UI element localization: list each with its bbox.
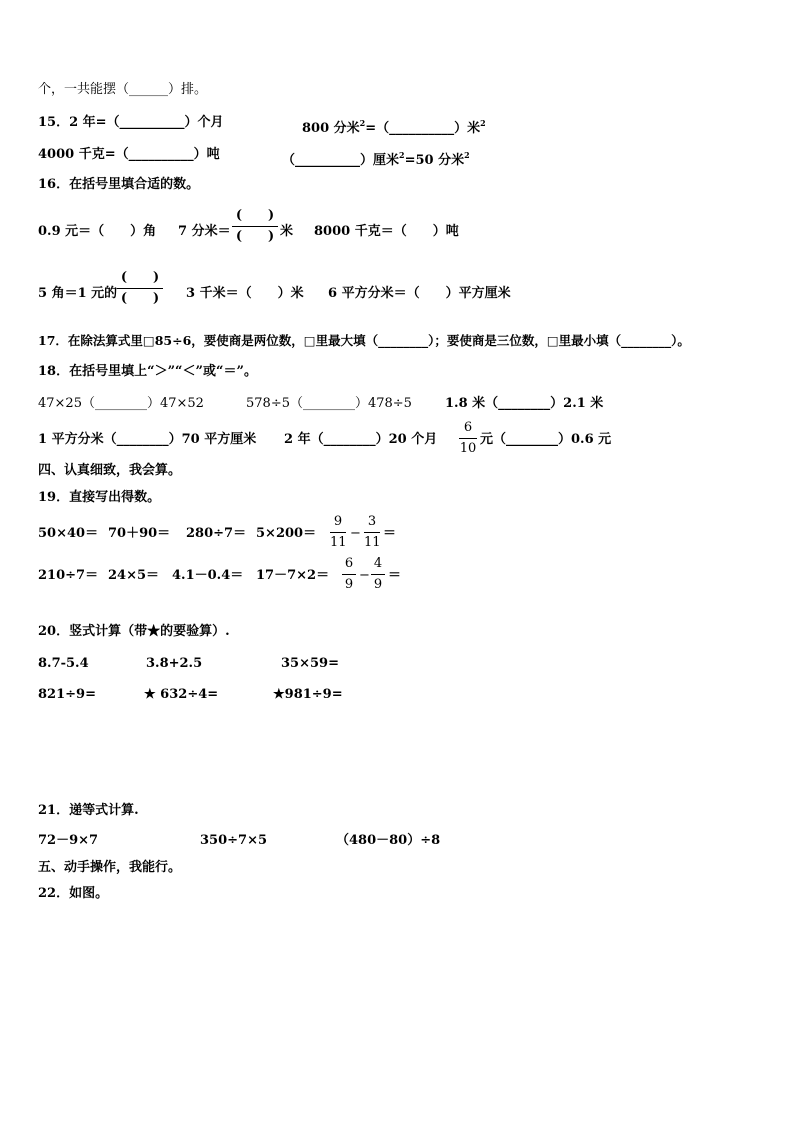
- q16-b-numerator: ( ): [235, 208, 275, 223]
- q15-sup-4: 2: [464, 150, 470, 160]
- q15-row1-right-b: =（__________）米: [365, 121, 481, 136]
- q15-sup-1: 2: [359, 118, 366, 128]
- q16-b-fraction: [232, 208, 278, 245]
- q15-row2-right-a: （__________）厘米: [282, 153, 400, 168]
- q19-r2-frac-b: [371, 556, 385, 593]
- q19-r2-frac-b-den: 9: [373, 577, 383, 592]
- q19-r1-frac-b: [364, 514, 380, 551]
- q15-row2-left: 4000 千克=（__________）吨: [38, 147, 220, 162]
- q19-r2-3: 4.1－0.4＝: [172, 568, 244, 583]
- q19-title: 19．直接写出得数。: [38, 490, 161, 505]
- q18-r2c-numerator: 6: [463, 420, 473, 435]
- fraction-bar: [342, 574, 356, 575]
- q16-b-denominator: ( ): [235, 229, 275, 244]
- q19-r1-frac-a: [330, 514, 346, 551]
- fraction-bar: [459, 438, 477, 439]
- q20-r1-1: 8.7-5.4: [38, 656, 89, 671]
- q19-r2-minus: −: [359, 568, 370, 583]
- q20-r1-2: 3.8+2.5: [146, 656, 203, 671]
- q19-r2-frac-b-num: 4: [373, 556, 383, 571]
- q19-r2-2: 24×5＝: [108, 568, 160, 583]
- q18-r1a: 47×25（________）47×52: [38, 396, 204, 411]
- q19-r1-3: 280÷7＝: [186, 526, 247, 541]
- section-4-heading: 四、认真细致，我会算。: [38, 463, 182, 478]
- q19-r2-frac-a-den: 9: [344, 577, 354, 592]
- q15-row2-right-b: =50 分米: [404, 153, 465, 168]
- q16-e: 3 千米＝（ ）米: [186, 286, 304, 301]
- q19-r1-1: 50×40＝: [38, 526, 99, 541]
- q21-title: 21．递等式计算.: [38, 803, 139, 818]
- q16-d: 5 角＝1 元的: [38, 286, 118, 301]
- q18-r2c-fraction: [459, 420, 477, 457]
- q19-r1-frac-b-num: 3: [367, 514, 377, 529]
- q18-r1b: 578÷5（________）478÷5: [246, 396, 412, 411]
- q18-r2b: 2 年（________）20 个月: [284, 432, 438, 447]
- q16-d-denominator: ( ): [120, 291, 160, 306]
- q15-row2-right: [282, 147, 470, 169]
- q19-r1-minus: −: [350, 526, 361, 541]
- fraction-bar: [371, 574, 385, 575]
- q15-sup-3: 2: [399, 150, 405, 160]
- text-line-continuation: 个，一共能摆（______）排。: [38, 82, 208, 97]
- q21-item-3: （480－80）÷8: [336, 833, 441, 848]
- fraction-bar: [364, 532, 380, 533]
- q19-r1-frac-a-num: 9: [333, 514, 343, 529]
- fraction-bar: [232, 226, 278, 227]
- q19-r1-4: 5×200＝: [256, 526, 317, 541]
- q19-r2-4: 17－7×2＝: [256, 568, 330, 583]
- fraction-bar: [330, 532, 346, 533]
- q20-r2-3: ★981÷9=: [273, 687, 343, 702]
- q16-d-fraction: [117, 270, 163, 307]
- q16-a: 0.9 元＝（ ）角: [38, 224, 157, 239]
- fraction-bar: [117, 288, 163, 289]
- q20-r2-1: 821÷9=: [38, 687, 96, 702]
- q16-title: 16．在括号里填合适的数。: [38, 177, 200, 192]
- q15-sup-2: 2: [480, 118, 486, 128]
- q21-item-1: 72－9×7: [38, 833, 99, 848]
- q16-b-unit: 米: [280, 224, 294, 239]
- q19-r1-frac-b-den: 11: [364, 535, 381, 550]
- q19-r1-frac-a-den: 11: [330, 535, 347, 550]
- section-5-heading: 五、动手操作，我能行。: [38, 860, 182, 875]
- q17: 17．在除法算式里□85÷6，要使商是两位数，□里最大填（________）；要使商是三位数，□里最小填（________）。: [38, 333, 690, 348]
- q19-r2-equals: ＝: [388, 568, 402, 583]
- q15-row1-right: [302, 115, 486, 137]
- q19-r2-frac-a-num: 6: [344, 556, 354, 571]
- q18-r1c: 1.8 米（________）2.1 米: [445, 396, 604, 411]
- q16-f: 6 平方分米＝（ ）平方厘米: [328, 286, 511, 301]
- q18-title: 18．在括号里填上“＞”“＜”或“＝”。: [38, 364, 257, 379]
- q15-row1-left: 15．2 年=（__________）个月: [38, 115, 224, 130]
- q19-r1-2: 70＋90＝: [108, 526, 171, 541]
- q18-r2a: 1 平方分米（________）70 平方厘米: [38, 432, 257, 447]
- q19-r2-1: 210÷7＝: [38, 568, 99, 583]
- q20-r2-2: ★ 632÷4=: [144, 687, 219, 702]
- q16-b: 7 分米＝: [178, 224, 231, 239]
- q16-c: 8000 千克＝（ ）吨: [314, 224, 459, 239]
- q19-r2-frac-a: [342, 556, 356, 593]
- q18-r2c-denominator: 10: [459, 441, 477, 456]
- q15-row1-right-a: 800 分米: [302, 121, 360, 136]
- q20-title: 20．竖式计算（带★的要验算）.: [38, 624, 230, 639]
- q20-r1-3: 35×59=: [281, 656, 339, 671]
- q22: 22．如图。: [38, 886, 109, 901]
- q21-item-2: 350÷7×5: [200, 833, 268, 848]
- q18-r2c: 元（________）0.6 元: [480, 432, 612, 447]
- q16-d-numerator: ( ): [120, 270, 160, 285]
- q19-r1-equals: ＝: [383, 526, 397, 541]
